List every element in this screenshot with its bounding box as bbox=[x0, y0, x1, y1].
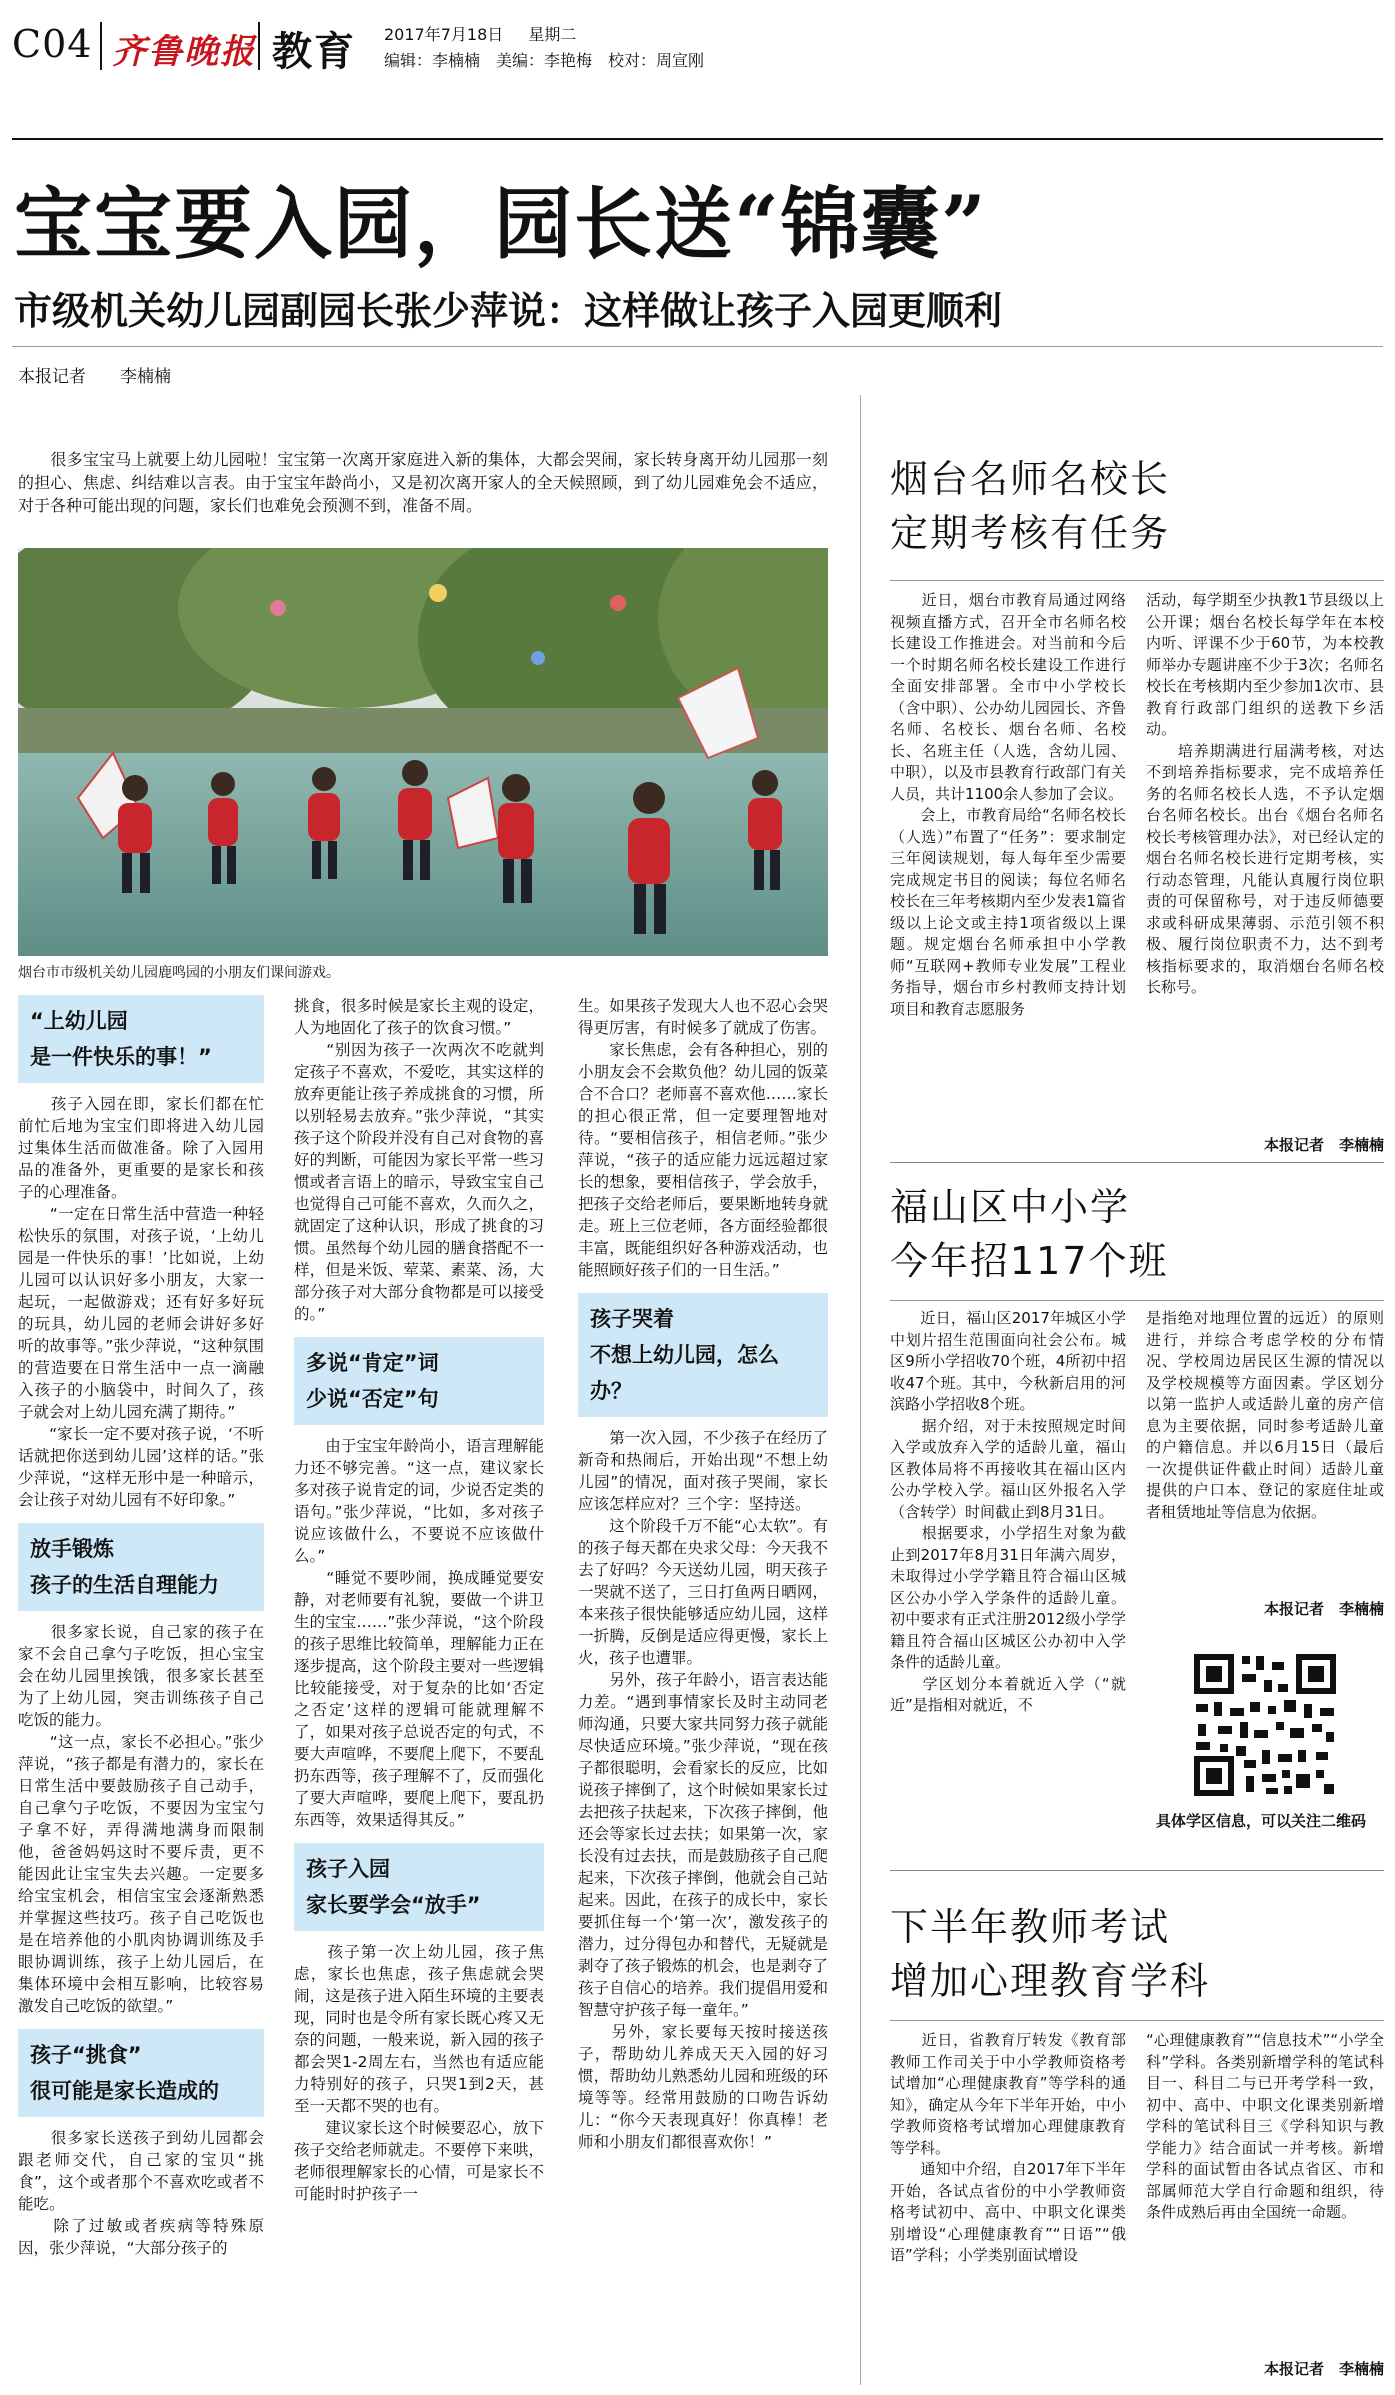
byline: 本报记者 李楠楠 bbox=[1263, 1600, 1384, 1618]
qr-code[interactable] bbox=[1190, 1650, 1340, 1800]
editor-credits: 编辑：李楠楠 美编：李艳梅 校对：周宣刚 bbox=[384, 51, 705, 70]
headline: 宝宝要入园，园长送“锦囊” bbox=[14, 179, 988, 270]
side-title bbox=[890, 452, 1384, 560]
article-text: 很多家长送孩子到幼儿园都会跟老师交代，自己家的宝贝“挑食”，这个或者那个不喜欢吃或者不能吃。 除了过敏或者疾病等特殊原因，张少萍说，“大部分孩子的 bbox=[18, 2129, 264, 2257]
subhead-line: 少说“否定”句 bbox=[306, 1387, 439, 1411]
side-text: 是指绝对地理位置的远近）的原则进行，并综合考虑学校的分布情况、学校周边居民区生源的情况以及学校规模等方面因素。学区划分以第一监护人或适龄儿童的房产信息为主要依据，同时参考适龄儿童的户籍信息。并以6月15日（最后一次提供证件截止时间）适龄儿童提供的户口本、登记的家庭住址或者租赁地址等信息为依据。 bbox=[1146, 1309, 1384, 1521]
subhead-line: 孩子的生活自理能力 bbox=[30, 1573, 219, 1597]
subhead-self-care bbox=[18, 1523, 264, 1611]
side-title-line: 福山区中小学 bbox=[890, 1185, 1131, 1229]
qr-code-icon bbox=[1190, 1650, 1340, 1800]
article-text: 由于宝宝年龄尚小，语言理解能力还不够完善。“这一点，建议家长多对孩子说肯定的词，少说否定类的语句。”张少萍说，“比如，多对孩子说应该做什么，不要说不应该做什么。” “睡觉不要吵闹，换成睡觉要安静，对老师要有礼貌，要做一个讲卫生的宝宝……”张少萍说，“这个阶段的孩子思维比较简单，理解能力正在逐步提高，这个阶段主要对一些逻辑比较能接受，对于复杂的比如‘否定之否定’这样的逻辑可能就理解不了，如果对孩子总说否定的句式，不要大声喧哗，不要爬上爬下，不要乱扔东西等，孩子理解不了，反而强化了要大声喧哗，要爬上爬下，要乱扔东西等，效果适得其反。” bbox=[294, 1437, 544, 1829]
article-text: 孩子第一次上幼儿园，孩子焦虑，家长也焦虑，孩子焦虑就会哭闹，这是孩子进入陌生环境的主要表现，同时也是令所有家长既心疼又无奈的问题，一般来说，新入园的孩子都会哭1-2周左右，当然也有适应能力特别好的孩子，只哭1到2天，甚至一天都不哭的也有。 建议家长这个时候要忍心，放下孩子交给老师就走。不要停下来哄，老师很理解家长的心情，可是家长不可能时时护孩子一 bbox=[294, 1943, 544, 2203]
subhead-line: 多说“肯定”词 bbox=[306, 1351, 439, 1375]
paper-logo: 齐鲁晚报 bbox=[112, 32, 256, 72]
subhead-line: 孩子哭着 bbox=[590, 1307, 674, 1331]
masthead bbox=[0, 0, 1395, 100]
main-column-1 bbox=[18, 995, 264, 2259]
side-title bbox=[890, 1900, 1384, 2008]
subhead-let-go bbox=[294, 1843, 544, 1931]
side-divider bbox=[890, 1300, 1384, 1301]
side-story-fushan bbox=[890, 1180, 1384, 1830]
side-title-line: 下半年教师考试 bbox=[890, 1905, 1171, 1949]
side-title-line: 今年招117个班 bbox=[890, 1239, 1169, 1283]
side-title-line: 烟台名师名校长 bbox=[890, 457, 1171, 501]
header-divider-2 bbox=[258, 22, 260, 70]
side-title-line: 增加心理教育学科 bbox=[890, 1959, 1211, 2003]
article-text: 生。如果孩子发现大人也不忍心会哭得更厉害，有时候多了就成了伤害。 家长焦虑，会有各种担心，别的小朋友会不会欺负他？幼儿园的饭菜合不合口？老师喜不喜欢他……家长的担心很正常，但一定要理智地对待。“要相信孩子，相信老师。”张少萍说，“孩子的适应能力远远超过家长的想象，要相信孩子，学会放手，把孩子交给老师后，要果断地转身就走。班上三位老师，各方面经验都很丰富，既能组织好各种游戏活动，也能照顾好孩子们的一日生活。” bbox=[578, 997, 828, 1279]
subhead-line: “上幼儿园 bbox=[30, 1009, 128, 1033]
weekday: 星期二 bbox=[528, 25, 577, 44]
kindergarten-photo bbox=[18, 548, 828, 956]
subhead-picky-eating bbox=[18, 2029, 264, 2117]
lead-paragraph: 很多宝宝马上就要上幼儿园啦！宝宝第一次离开家庭进入新的集体，大都会哭闹，家长转身离开幼儿园那一刻的担心、焦虑、纠结难以言表。由于宝宝年龄尚小，又是初次离开家人的全天候照顾，到了幼儿园难免会不适应，对于各种可能出现的问题，家长们也难免会预测不到，准备不周。 bbox=[18, 450, 828, 515]
reporter: 本报记者 李楠楠 bbox=[18, 367, 171, 387]
page-number: C04 bbox=[12, 22, 93, 66]
subhead-line: 是一件快乐的事！” bbox=[30, 1045, 212, 1069]
main-column-3 bbox=[578, 995, 828, 2153]
article-text: 第一次入园，不少孩子在经历了新奇和热闹后，开始出现“不想上幼儿园”的情况，面对孩子哭闹，家长应该怎样应对？三个字：坚持送。 这个阶段千万不能“心太软”。有的孩子每天都在央求父母：今天我不去了好吗？今天送幼儿园，明天孩子一哭就不送了，三日打鱼两日晒网，本来孩子很快能够适应幼儿园，这样一折腾，反倒是适应得更慢，家长上火，孩子也遭罪。 另外，孩子年龄小，语言表达能力差。“遇到事情家长及时主动同老师沟通，只要大家共同努力孩子就能尽快适应环境。”张少萍说，“现在孩子都很聪明，会看家长的反应，比如说孩子摔倒了，这个时候如果家长过去把孩子扶起来，下次孩子摔倒，他还会等家长过去扶；如果第一次，家长没有过去扶，而是鼓励孩子自己爬起来，下次孩子摔倒，他就会自己站起来。因此，在孩子的成长中，家长要抓住每一个‘第一次’，激发孩子的潜力，过分得包办和替代，无疑就是剥夺了孩子锻炼的机会，也是剥夺了孩子自信心的培养。我们提倡用爱和智慧守护孩子每一童年。” 另外，家长要每天按时接送孩子，帮助幼儿养成天天入园的好习惯，帮助幼儿熟悉幼儿园和班级的环境等等。经常用鼓励的口吻告诉幼儿：“你今天表现真好！你真棒！老师和小朋友们都很喜欢你！” bbox=[578, 1429, 828, 2151]
side-title bbox=[890, 1180, 1384, 1288]
main-column-2 bbox=[294, 995, 544, 2205]
subhead-crying bbox=[578, 1293, 828, 1417]
byline: 本报记者 李楠楠 bbox=[1263, 1136, 1384, 1154]
subhead-positive-words bbox=[294, 1337, 544, 1425]
side-text: 近日，烟台市教育局通过网络视频直播方式，召开全市名师名校长建设工作推进会。对当前和今后一个时期名师名校长建设工作进行全面安排部署。全市中小学校长（含中职）、公办幼儿园园长、齐鲁名师、名校长、烟台名师、名校长、名班主任（人选，含幼儿园、中职），以及市县教育行政部门有关人员，共计1100余人参加了会议。 会上，市教育局给“名师名校长（人选）”布置了“任务”：要求制定三年阅读规划，每人每年至少需要完成规定书目的阅读；每位名师名校长在三年考核期内至少发表1篇省级以上论文或主持1项省级以上课题。规定烟台名师承担中小学教师“互联网+教师专业发展”工程业务指导，烟台市乡村教师支持计划项目和教育志愿服务 bbox=[890, 591, 1126, 1018]
side-text: “心理健康教育”“信息技术”“小学全科”学科。各类别新增学科的笔试科目一、科目二与已开考学科一致，初中、高中、中职文化课类别新增学科的笔试科目三《学科知识与教学能力》结合面试一并考核。新增学科的面试暂由各试点省区、市和部属师范大学自行命题和组织，待条件成熟后再由全国统一命题。 bbox=[1146, 2031, 1384, 2221]
subhead-line: 孩子入园 bbox=[306, 1857, 390, 1881]
subhead-line: 孩子“挑食” bbox=[30, 2043, 142, 2067]
side-text: 近日，福山区2017年城区小学中划片招生范围面向社会公布。城区9所小学招收70个班，4所初中招收47个班。其中，今秋新启用的河滨路小学招收8个班。 据介绍，对于未按照规定时间入学或放弃入学的适龄儿童，福山区教体局将不再接收其在福山区内公办学校入学。福山区外报名入学（含转学）时间截止到8月31日。 根据要求，小学招生对象为截止到2017年8月31日年满六周岁，未取得过小学学籍且符合福山区城区公办小学入学条件的适龄儿童。初中要求有正式注册2012级小学学籍且符合福山区城区公办初中入学条件的适龄儿童。 学区划分本着就近入学（“就近”是指相对就近，不 bbox=[890, 1309, 1126, 1714]
subhead-line: 很可能是家长造成的 bbox=[30, 2079, 219, 2103]
section-name: 教育 bbox=[272, 29, 356, 75]
side-story-exam bbox=[890, 1900, 1384, 2378]
photo-illustration bbox=[18, 548, 828, 956]
side-title-line: 定期考核有任务 bbox=[890, 511, 1171, 555]
subhead-line: 家长要学会“放手” bbox=[306, 1893, 481, 1917]
subhead-line: 放手锻炼 bbox=[30, 1537, 114, 1561]
side-text: 活动，每学期至少执教1节县级以上公开课；烟台名校长每学年在本校内听、评课不少于60节，为本校教师举办专题讲座不少于3次；名师名校长在考核期内至少参加1次市、县教育行政部门组织的送教下乡活动。 培养期满进行届满考核，对达不到培养指标要求，完不成培养任务的名师名校长人选，不予认定烟台名师名校长。出台《烟台名师名校长考核管理办法》，对已经认定的烟台名师名校长进行定期考核，实行动态管理，凡能认真履行岗位职责的可保留称号，对于违反师德要求或科研成果薄弱、示范引领不积极、履行岗位职责不力，达不到考核指标要求的，取消烟台名师名校长称号。 bbox=[1146, 591, 1384, 996]
qr-caption: 具体学区信息，可以关注二维码 bbox=[1156, 1812, 1367, 1830]
issue-date bbox=[384, 22, 576, 45]
side-text: 近日，省教育厅转发《教育部教师工作司关于中小学教师资格考试增加“心理健康教育”等学科的通知》，确定从今年下半年开始，中小学教师资格考试增加心理健康教育等学科。 通知中介绍，自2017年下半年开始，各试点省份的中小学教师资格考试初中、高中、中职文化课类别增设“心理健康教育”“日语”“俄语”学科；小学类别面试增设 bbox=[890, 2031, 1126, 2264]
photo-caption: 烟台市市级机关幼儿园鹿鸣园的小朋友们课间游戏。 bbox=[18, 965, 340, 981]
article-text: 很多家长说，自己家的孩子在家不会自己拿勺子吃饭，担心宝宝会在幼儿园里挨饿，很多家长甚至为了上幼儿园，突击训练孩子自己吃饭的能力。 “这一点，家长不必担心。”张少萍说，“孩子都是有潜力的，家长在日常生活中要鼓励孩子自己动手，自己拿勺子吃饭，不要因为宝宝勺子拿不好，弄得满地满身而限制他，爸爸妈妈这时不要斥责，更不能因此让宝宝失去兴趣。一定要多给宝宝机会，相信宝宝会逐渐熟悉并掌握这些技巧。孩子自己吃饭也是在培养他的小肌肉协调训练及手眼协调训练，孩子上幼儿园后，在集体环境中会相互影响，比较容易激发自己吃饭的欲望。” bbox=[18, 1623, 264, 2015]
subhead-rule bbox=[12, 346, 1383, 347]
side-divider bbox=[890, 580, 1384, 581]
article-text: 挑食，很多时候是家长主观的设定，人为地固化了孩子的饮食习惯。” “别因为孩子一次两次不吃就判定孩子不喜欢，不爱吃，其实这样的放弃更能让孩子养成挑食的习惯，所以别轻易去放弃。”张少萍说，“其实孩子这个阶段并没有自己对食物的喜好的判断，可能因为家长平常一些习惯或者言语上的暗示，导致宝宝自己也觉得自己可能不喜欢，久而久之，就固定了这种认识，形成了挑食的习惯。虽然每个幼儿园的膳食搭配不一样，但是米饭、荤菜、素菜、汤，大部分孩子对大部分食物都是可以接受的。” bbox=[294, 997, 544, 1323]
section-rule bbox=[890, 1870, 1384, 1871]
subheadline: 市级机关幼儿园副园长张少萍说：这样做让孩子入园更顺利 bbox=[14, 289, 1003, 333]
subhead-line: 不想上幼儿园，怎么办？ bbox=[590, 1343, 779, 1403]
subhead-happy bbox=[18, 995, 264, 1083]
side-story-teachers bbox=[890, 452, 1384, 1154]
side-divider bbox=[890, 2020, 1384, 2021]
masthead-rule bbox=[12, 138, 1383, 140]
byline: 本报记者 李楠楠 bbox=[1263, 2360, 1384, 2378]
header-divider bbox=[100, 22, 102, 70]
date: 2017年7月18日 bbox=[384, 25, 504, 44]
column-divider bbox=[860, 395, 861, 2385]
section-rule bbox=[890, 1162, 1384, 1163]
article-text: 孩子入园在即，家长们都在忙前忙后地为宝宝们即将进入幼儿园过集体生活而做准备。除了入园用品的准备外，更重要的是家长和孩子的心理准备。 “一定在日常生活中营造一种轻松快乐的氛围，对孩子说，‘上幼儿园是一件快乐的事！’比如说，上幼儿园可以认识好多小朋友，大家一起玩，一起做游戏；还有好多好玩的玩具，幼儿园的老师会讲好多好听的故事等。”张少萍说，“这种氛围的营造要在日常生活中一点一滴融入孩子的小脑袋中，时间久了，孩子就会对上幼儿园充满了期待。” “家长一定不要对孩子说，‘不听话就把你送到幼儿园’这样的话。”张少萍说，“这样无形中是一种暗示，会让孩子对幼儿园有不好印象。” bbox=[18, 1095, 264, 1509]
